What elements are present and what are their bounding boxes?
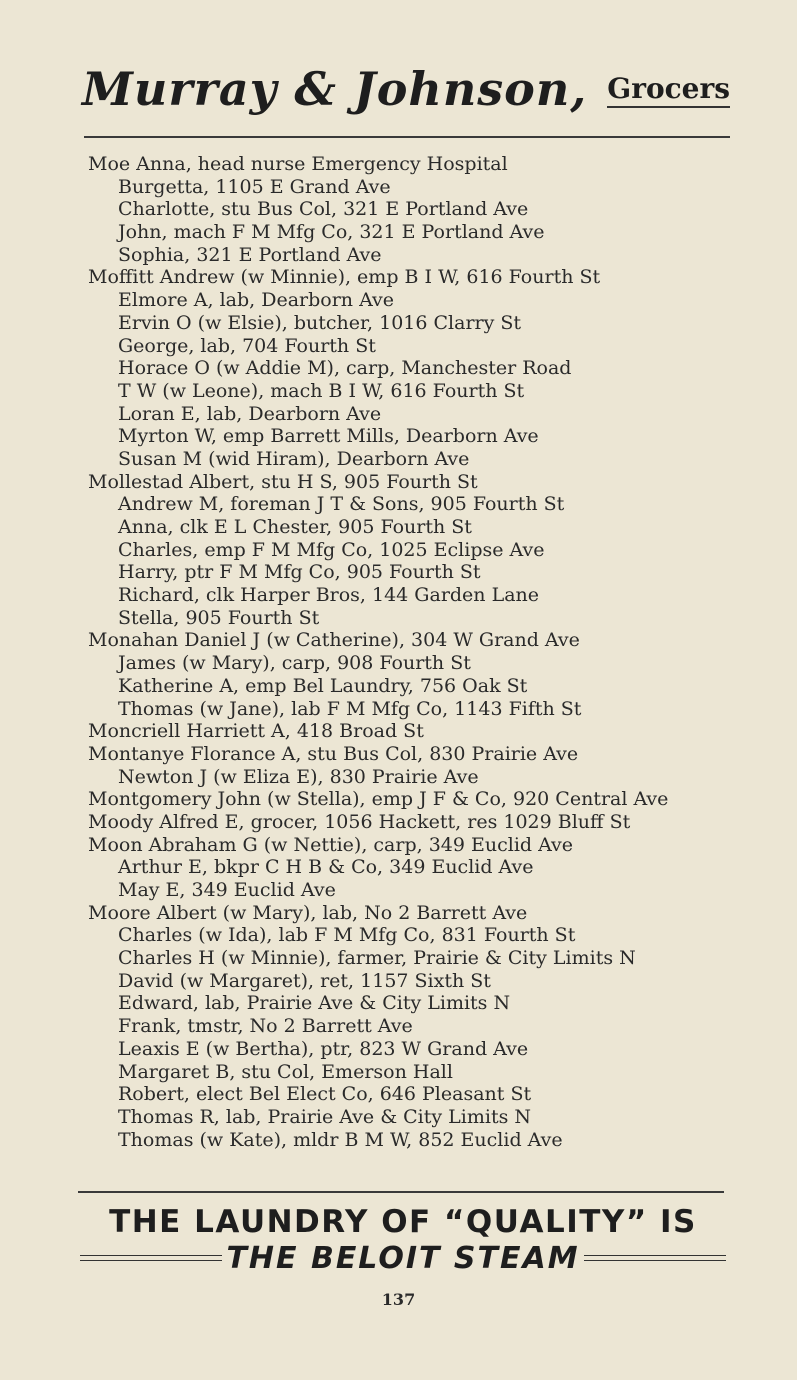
entry-member-line: T W (w Leone), mach B I W, 616 Fourth St: [118, 379, 525, 402]
entry-surname-line: Moon Abraham G (w Nettie), carp, 349 Euclid Ave: [88, 833, 574, 856]
entry-member-line: Thomas (w Jane), lab F M Mfg Co, 1143 Fifth St: [118, 697, 582, 720]
entry-surname-line: Moffitt Andrew (w Minnie), emp B I W, 616 Fourth St: [88, 266, 601, 289]
header-advertiser-name: Murray & Johnson,: [82, 62, 588, 116]
entry-member-line: Arthur E, bkpr C H B & Co, 349 Euclid Ave: [118, 856, 534, 879]
footer-rule: [78, 1191, 724, 1193]
entry-member-line: Horace O (w Addie M), carp, Manchester Road: [118, 357, 572, 380]
entry-member-line: David (w Margaret), ret, 1157 Sixth St: [118, 969, 491, 992]
entry-member-line: Sophia, 321 E Portland Ave: [118, 243, 382, 266]
entry-surname-line: Montanye Florance A, stu Bus Col, 830 Prairie Ave: [88, 742, 579, 765]
entry-member-line: Charles, emp F M Mfg Co, 1025 Eclipse Ave: [118, 538, 545, 561]
entry-member-line: Leaxis E (w Bertha), ptr, 823 W Grand Ave: [118, 1037, 529, 1060]
header-trade: Grocers: [607, 72, 730, 108]
directory-entry: [88, 902, 738, 1152]
entry-member-line: Margaret B, stu Col, Emerson Hall: [118, 1060, 453, 1083]
page-header: [82, 62, 730, 132]
directory-entry: [88, 629, 738, 720]
entry-surname-line: Monahan Daniel J (w Catherine), 304 W Grand Ave: [88, 629, 580, 652]
double-rule-right: [584, 1255, 726, 1261]
directory-entry: [88, 153, 738, 266]
directory-entry: [88, 720, 738, 743]
entry-member-line: Ervin O (w Elsie), butcher, 1016 Clarry St: [118, 311, 522, 334]
entry-member-line: James (w Mary), carp, 908 Fourth St: [118, 652, 471, 675]
entry-member-line: Charles (w Ida), lab F M Mfg Co, 831 Fourth St: [118, 924, 576, 947]
entry-member-line: Edward, lab, Prairie Ave & City Limits N: [118, 992, 511, 1015]
header-rule: [84, 136, 730, 138]
entry-member-line: Myrton W, emp Barrett Mills, Dearborn Ave: [118, 425, 539, 448]
page-number: 137: [381, 1290, 416, 1309]
footer-ad-line-2: [80, 1240, 726, 1276]
entry-member-line: Elmore A, lab, Dearborn Ave: [118, 289, 394, 312]
entry-member-line: Burgetta, 1105 E Grand Ave: [118, 175, 391, 198]
directory-entries: [88, 153, 738, 1151]
entry-member-line: Thomas R, lab, Prairie Ave & City Limits N: [118, 1105, 532, 1128]
directory-entry: [88, 811, 738, 834]
entry-member-line: Loran E, lab, Dearborn Ave: [118, 402, 382, 425]
entry-member-line: Andrew M, foreman J T & Sons, 905 Fourth St: [118, 493, 565, 516]
entry-member-line: Charlotte, stu Bus Col, 321 E Portland Ave: [118, 198, 529, 221]
entry-member-line: John, mach F M Mfg Co, 321 E Portland Ave: [118, 221, 545, 244]
directory-entry: [88, 471, 738, 630]
directory-entry: [88, 266, 738, 470]
entry-member-line: Richard, clk Harper Bros, 144 Garden Lane: [118, 584, 540, 607]
entry-member-line: Robert, elect Bel Elect Co, 646 Pleasant St: [118, 1083, 532, 1106]
entry-surname-line: Moody Alfred E, grocer, 1056 Hackett, res 1029 Bluff St: [88, 810, 631, 833]
footer-ad-brand: THE BELOIT STEAM: [226, 1240, 580, 1276]
entry-surname-line: Moe Anna, head nurse Emergency Hospital: [88, 153, 508, 175]
entry-member-line: Anna, clk E L Chester, 905 Fourth St: [118, 516, 472, 538]
directory-entry: [88, 834, 738, 902]
entry-member-line: George, lab, 704 Fourth St: [118, 334, 376, 357]
double-rule-left: [80, 1255, 222, 1261]
entry-member-line: Harry, ptr F M Mfg Co, 905 Fourth St: [118, 561, 481, 584]
entry-member-line: Stella, 905 Fourth St: [118, 606, 320, 629]
entry-surname-line: Mollestad Albert, stu H S, 905 Fourth St: [88, 470, 478, 493]
entry-surname-line: Moore Albert (w Mary), lab, No 2 Barrett Ave: [88, 901, 528, 924]
directory-entry: [88, 788, 738, 811]
entry-member-line: Katherine A, emp Bel Laundry, 756 Oak St: [118, 674, 528, 697]
entry-member-line: Thomas (w Kate), mldr B M W, 852 Euclid Ave: [118, 1128, 563, 1151]
footer-ad-line-1: THE LAUNDRY OF “QUALITY” IS: [109, 1204, 697, 1240]
entry-member-line: Newton J (w Eliza E), 830 Prairie Ave: [118, 765, 479, 788]
directory-entry: [88, 743, 738, 788]
entry-member-line: Frank, tmstr, No 2 Barrett Ave: [118, 1015, 413, 1038]
entry-member-line: Charles H (w Minnie), farmer, Prairie & City Limits N: [118, 947, 636, 970]
entry-member-line: May E, 349 Euclid Ave: [118, 879, 336, 901]
entry-member-line: Susan M (wid Hiram), Dearborn Ave: [118, 447, 470, 470]
entry-surname-line: Montgomery John (w Stella), emp J F & Co, 920 Central Ave: [88, 788, 669, 811]
entry-surname-line: Moncriell Harriett A, 418 Broad St: [88, 720, 424, 743]
